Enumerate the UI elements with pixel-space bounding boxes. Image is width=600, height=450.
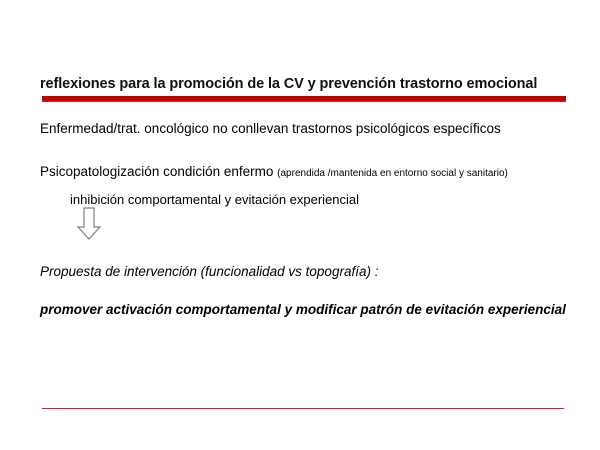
body-line-3: inhibición comportamental y evitación experiencial (70, 192, 360, 207)
bottom-divider (42, 408, 564, 409)
down-arrow-outline-icon (76, 207, 102, 241)
body-line-4: Propuesta de intervención (funcionalidad vs topografía) : (40, 264, 379, 279)
body-line-5: promover activación comportamental y modificar patrón de evitación experiencial (40, 302, 566, 317)
body-line-2 (40, 164, 508, 179)
title-underline-hairline (42, 101, 566, 102)
body-line-2-parenthetical: (aprendida /mantenida en entorno social y sanitario) (277, 168, 508, 179)
page-title: reflexiones para la promoción de la CV y prevención trastorno emocional (40, 76, 538, 92)
body-line-1: Enfermedad/trat. oncológico no conllevan trastornos psicológicos específicos (40, 121, 501, 136)
body-line-2-main: Psicopatologización condición enfermo (40, 164, 274, 179)
